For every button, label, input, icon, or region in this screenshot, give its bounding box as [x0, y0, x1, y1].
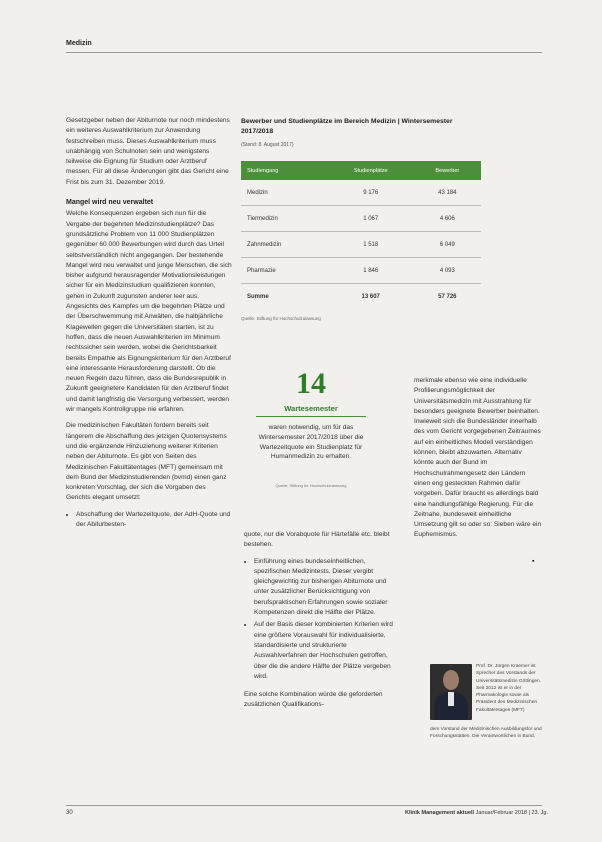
table-title: Bewerber und Studienplätze im Bereich Medizin | Wintersemester 2017/2018 [241, 118, 453, 135]
footer-divider [66, 805, 542, 806]
list-item: • Abschaffung der Wartezeitquote, der AdH-Quote und der Abiturbesten- [76, 510, 232, 531]
table-cell: 43 184 [414, 180, 481, 206]
footer-publication [405, 810, 548, 816]
paragraph: Eine solche Kombination würde die geforderten zusätzlichen Qualifikations- [244, 691, 383, 709]
table-cell: Medizin [241, 180, 328, 206]
table-header-row [241, 161, 481, 180]
callout-credit: Quelle: Stiftung für Hochschulzulassung [275, 483, 347, 488]
table-row [241, 206, 481, 232]
paragraph: Die medizinischen Fakultäten fordern bereits seit längerem die Abschaffung des jetzigen Quotensystems und die ergänzende Hinzuziehung weiterer Kriterien neben der Abiturnote. Es gibt von Seiten des Medizinischen Fakultätentages (MFT) gemeinsam mit dem Bund der Medizinstudierenden (bvmd) einen ganz konkreten Vorschlag, der sich die Vorgaben des Gerichts elegant umsetzt: [66, 422, 227, 502]
paragraph: Gesetzgeber neben der Abiturnote nur noch mindestens ein weiteres Auswahlkriterium zur Anwendung festschreiben muss. Dieses Auswahlkriterium muss unabhängig von Schulnoten sein und wenigstens teilweise die Eignung für Studium oder Arztberuf messen. Für all diese Änderungen gibt das Gericht eine Frist bis zum 31. Dezember 2019. [66, 117, 230, 186]
table-cell: Pharmazie [241, 258, 328, 284]
table-cell: 1 518 [328, 232, 414, 258]
issue-date: Januar/Februar 2018 [475, 810, 527, 816]
bullet-list [66, 510, 232, 531]
table-cell: Tiermedizin [241, 206, 328, 232]
list-item: • Einführung eines bundeseinheitlichen, spezifischen Medizintests. Dieser vergibt gleichgewichtig zur bisherigen Abiturnote und unter zusätzlicher Berücksichtigung von berufspraktischen Erfahrungen sowie sozialer Kompetenzen direkt die Hälfte der Plätze. [254, 557, 400, 619]
callout-text: waren notwendig, um für das Wintersemester 2017/2018 über die Wartezeitquote ein Studienplatz für Humanmedizin zu erhalten. [258, 424, 364, 461]
callout-label: Wartesemester [284, 404, 338, 413]
list-item: • Auf der Basis dieser kombinierten Kriterien wird eine größere Vorauswahl für individualisierte, standardisierte und strukturierte Auswahlverfahren der Hochschulen getroffen, über die die andere Hälfte der Plätze vergeben wird. [254, 620, 400, 682]
photo-head [443, 670, 459, 690]
paragraph: merkmale ebenso wie eine individuelle Profilierungsmöglichkeit der Universitätsmedizin mit Ausstrahlung für besonders geeignete Bewerber beinhalten. Inwieweit sich die Bundesländer innerhalb des vom Gericht vorgegebenen Zeitraumes auf ein einheitliches Modell verständigen können, bleibt abzuwarten. Alternativ könnte auch der Bund im Hochschulrahmengesetz den Ländern einen eng gesteckten Rahmen dafür vorgeben. Dafür braucht es allerdings bald eine handlungsfähige Regierung. Für die Zeitnahe, bundesweit einheitliche Umsetzung gilt so oder so: Sieben wäre ein Euphemismus. [414, 377, 542, 539]
table-source: Quelle: Stiftung für Hochschulzulassung [241, 316, 321, 321]
column-header: Studienplätze [328, 161, 414, 180]
column-header: Studiengang [241, 161, 328, 180]
table-cell: 6 049 [414, 232, 481, 258]
table-cell: 1 846 [328, 258, 414, 284]
author-bio-continued: dem Vorstand der Medizinischen Ausbildungsfor und Forschungsstätten. Die Verantwortlichen in Bund. [430, 727, 542, 740]
photo-shirt [448, 692, 454, 706]
section-label: Medizin [66, 40, 92, 47]
article-column-1 [66, 116, 232, 530]
callout-divider [256, 416, 366, 417]
paragraph: quote, nur die Vorabquote für Härtefälle etc. bleibt bestehen. [244, 531, 390, 549]
header-divider [66, 52, 542, 53]
table-cell: 4 093 [414, 258, 481, 284]
data-table [241, 161, 481, 310]
author-bio: Prof. Dr. Jürgen Kraemer ist Sprecher des Vorstands der Universitätsmedizin Göttingen. Seit 2012 ist er in der Pharmakologie sowie als Präsident des Medizinischen Fakultätentages (MFT) [476, 664, 542, 713]
table-row [241, 258, 481, 284]
table-subtitle: (Stand: 8. August 2017) [241, 142, 294, 148]
paragraph: Welche Konsequenzen ergeben sich nun für die Vergabe der begehrten Medizinstudienplätze? Das grundsätzliche Problem von 11 000 Studienplätzen gegenüber 60 000 Bewerbungen wird durch das Urteil selbstverständlich nicht angegangen. Der bestehende Mangel wird neu verwaltet und junge Menschen, die sich bisher aufgrund herausragender Motivationsleistungen sicher für ein Medizinstudium qualifizieren konnten, gehen in Zukunft zugunsten anderer leer aus. Angesichts des Kampfes um die begehrten Plätze und der Überschwemmung mit Anwälten, die halbjährliche Klagewellen gegen die Universitäten starten, ist zu hoffen, dass die neuen Auswahlkriterien im Minimum rechtssicher sein werden, wobei die Gerichtsbarkeit bereits Empathie als Eignungskriterium für den Arztberuf eine interessante Herausforderung darstellt. Ob die neuen Regeln dazu führen, dass die Bundesrepublik in Zukunft geeignetere Kandidaten für den Arztberuf findet und damit langfristig die Versorgung verbessert, werden wir mangels Kontrollgruppe nie erfahren. [66, 210, 232, 414]
end-of-article-mark: ▪ [532, 558, 535, 565]
column-header: Bewerber [414, 161, 481, 180]
volume: | 23. Jg. [528, 810, 548, 816]
author-photo [430, 664, 472, 720]
table-row [241, 180, 481, 206]
table-cell: 1 067 [328, 206, 414, 232]
page-number: 30 [66, 810, 73, 816]
subheading: Mangel wird neu verwaltet [66, 199, 154, 207]
table-cell: Zahnmedizin [241, 232, 328, 258]
table-cell: 4 606 [414, 206, 481, 232]
table-cell: 13 607 [361, 294, 380, 300]
callout-number: 14 [296, 367, 326, 400]
table-row [241, 232, 481, 258]
table-cell: Summe [247, 294, 269, 300]
bullet-list [244, 557, 400, 683]
table-cell: 9 176 [328, 180, 414, 206]
journal-name: Klinik Management aktuell [405, 810, 475, 816]
article-column-3 [414, 376, 542, 541]
table-sum-row [241, 284, 481, 311]
article-column-2 [244, 530, 400, 717]
table-cell: 57 726 [438, 294, 457, 300]
